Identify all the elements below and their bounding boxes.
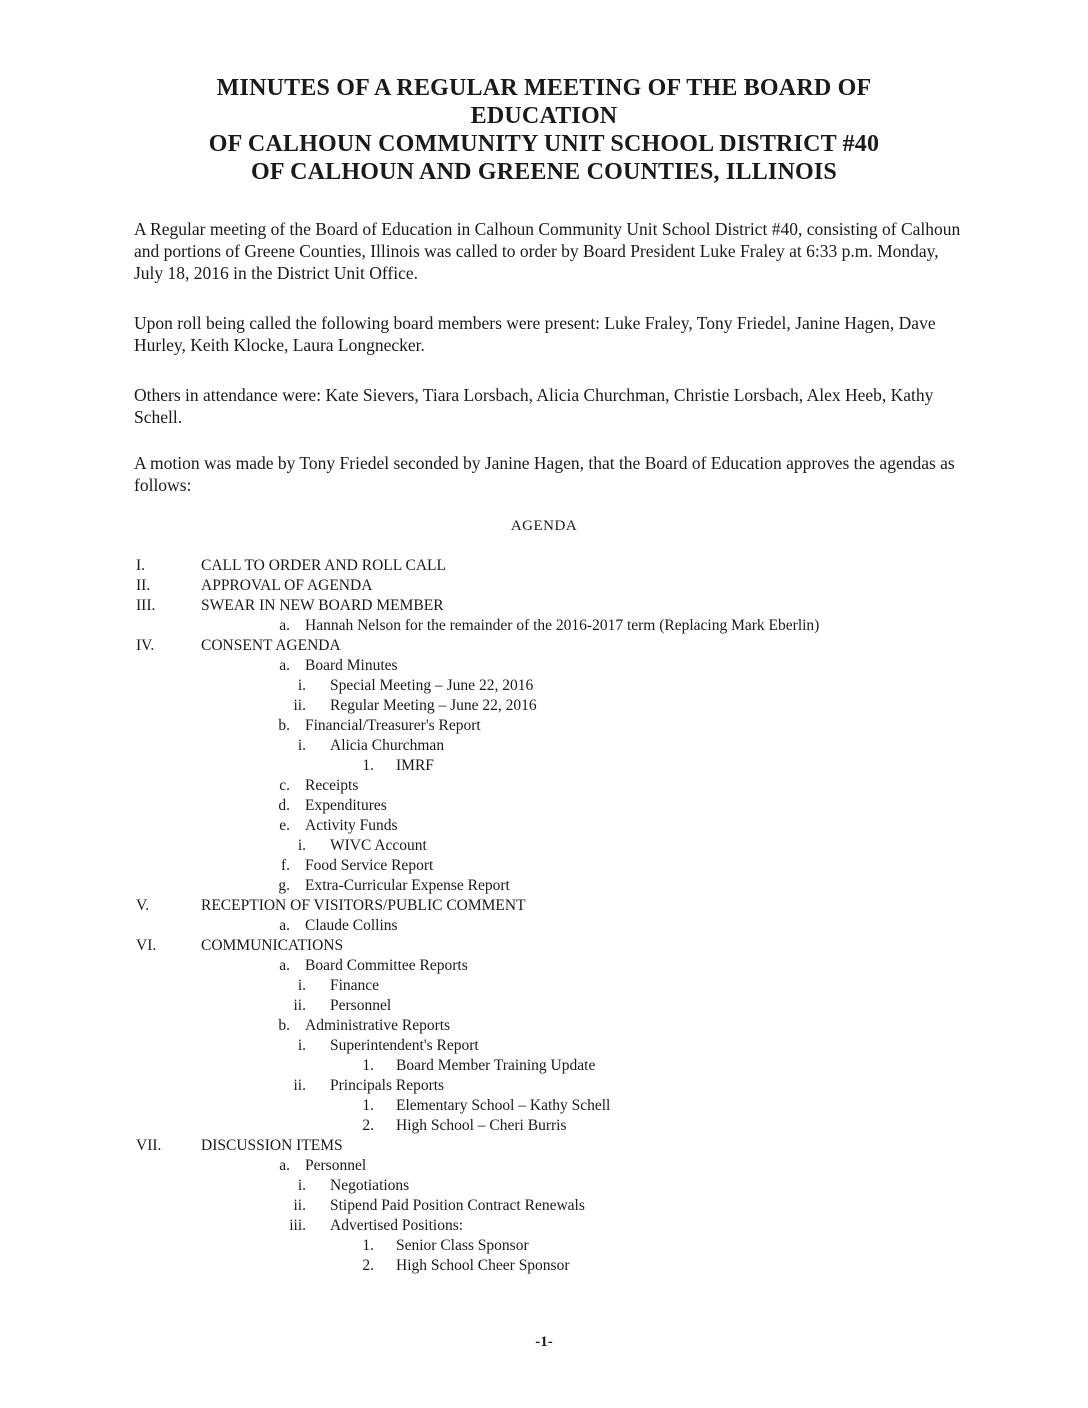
agenda-item <box>0 756 1088 776</box>
agenda-item-text: RECEPTION OF VISITORS/PUBLIC COMMENT <box>201 897 526 914</box>
agenda-item-text: Extra-Curricular Expense Report <box>305 877 510 894</box>
agenda-item-number: VII. <box>136 1137 162 1154</box>
title-line-1: MINUTES OF A REGULAR MEETING OF THE BOARD OF <box>216 75 872 101</box>
call-to-order-paragraph: A Regular meeting of the Board of Education in Calhoun Community Unit School District #40, consisting of Calhoun and portions of Greene Counties, Illinois was called to order by Board President Luke Fraley at 6:33 p.m. Monday, July 18, 2016 in the District Unit Office. <box>134 219 961 283</box>
agenda-item-text: Board Committee Reports <box>305 957 468 974</box>
document-title <box>120 74 968 186</box>
agenda-item-text: Claude Collins <box>305 917 398 934</box>
agenda-item <box>0 736 1088 756</box>
agenda-item-number: 1. <box>362 1097 374 1114</box>
agenda-item <box>0 1096 1088 1116</box>
agenda-item-text: Special Meeting – June 22, 2016 <box>330 677 534 694</box>
agenda-item-text: Finance <box>330 977 380 994</box>
agenda-item <box>0 616 1088 636</box>
agenda-item-number: IV. <box>136 637 155 654</box>
agenda-item <box>0 836 1088 856</box>
agenda-item-text: IMRF <box>396 757 434 774</box>
agenda-item <box>0 896 1088 916</box>
agenda-item-number: c. <box>279 777 290 794</box>
title-line-3: OF CALHOUN COMMUNITY UNIT SCHOOL DISTRICT #40 <box>208 131 880 157</box>
agenda-item <box>0 936 1088 956</box>
agenda-item-number: a. <box>279 617 290 634</box>
agenda-item-number: V. <box>136 897 150 914</box>
agenda-item-text: Receipts <box>305 777 359 794</box>
agenda-item-number: b. <box>278 1017 290 1034</box>
agenda-item-number: f. <box>280 857 290 874</box>
agenda-item <box>0 1056 1088 1076</box>
agenda-item-number: i. <box>297 677 306 694</box>
agenda-item-number: i. <box>297 737 306 754</box>
agenda-item-text: APPROVAL OF AGENDA <box>201 577 373 594</box>
agenda-item <box>0 976 1088 996</box>
agenda-item-number: i. <box>297 1037 306 1054</box>
agenda-item-number: i. <box>297 837 306 854</box>
agenda-item-text: Board Minutes <box>305 657 398 674</box>
agenda-item <box>0 696 1088 716</box>
agenda-item-text: Regular Meeting – June 22, 2016 <box>330 697 537 714</box>
agenda-item <box>0 1236 1088 1256</box>
agenda-item-text: Board Member Training Update <box>396 1057 596 1074</box>
agenda-item-number: II. <box>136 577 151 594</box>
agenda-item-text: Hannah Nelson for the remainder of the 2016-2017 term (Replacing Mark Eberlin) <box>305 617 820 634</box>
agenda-item <box>0 656 1088 676</box>
agenda-item-number: a. <box>279 657 290 674</box>
agenda-item-text: DISCUSSION ITEMS <box>201 1137 343 1154</box>
agenda-item-number: a. <box>279 917 290 934</box>
attendance-paragraph: Others in attendance were: Kate Sievers, Tiara Lorsbach, Alicia Churchman, Christie Lorsbach, Alex Heeb, Kathy Schell. <box>134 385 934 427</box>
agenda-item-text: Administrative Reports <box>305 1017 451 1034</box>
agenda-item-number: ii. <box>293 1197 306 1214</box>
agenda-item-text: COMMUNICATIONS <box>201 937 344 954</box>
agenda-item-number: i. <box>297 1177 306 1194</box>
agenda-item-text: WIVC Account <box>330 837 427 854</box>
agenda-item <box>0 856 1088 876</box>
agenda-item <box>0 916 1088 936</box>
agenda-item-number: ii. <box>293 1077 306 1094</box>
agenda-item-text: Food Service Report <box>305 857 434 874</box>
agenda-item <box>0 996 1088 1016</box>
agenda-item-number: a. <box>279 1157 290 1174</box>
agenda-item <box>0 1116 1088 1136</box>
agenda-item-number: I. <box>136 557 146 574</box>
agenda-item-text: High School – Cheri Burris <box>396 1117 567 1134</box>
agenda-item-number: III. <box>136 597 156 614</box>
agenda-item-number: a. <box>279 957 290 974</box>
agenda-item-number: i. <box>297 977 306 994</box>
agenda-item <box>0 636 1088 656</box>
agenda-item <box>0 1036 1088 1056</box>
agenda-item-text: CONSENT AGENDA <box>201 637 341 654</box>
motion-paragraph: A motion was made by Tony Friedel seconded by Janine Hagen, that the Board of Education approves the agendas as follows: <box>134 453 955 495</box>
title-line-4: OF CALHOUN AND GREENE COUNTIES, ILLINOIS <box>251 159 837 185</box>
agenda-item <box>0 596 1088 616</box>
agenda-item <box>0 1256 1088 1276</box>
agenda-item <box>0 556 1088 576</box>
agenda-item-number: b. <box>278 717 290 734</box>
title-line-2: EDUCATION <box>470 103 618 129</box>
agenda-item <box>0 796 1088 816</box>
agenda-item-number: d. <box>278 797 290 814</box>
agenda-item <box>0 1156 1088 1176</box>
agenda-item-text: Activity Funds <box>305 817 398 834</box>
agenda-item-text: Negotiations <box>330 1177 410 1194</box>
agenda-item-text: Principals Reports <box>330 1077 445 1094</box>
page-number: -1- <box>535 1334 553 1350</box>
agenda-item-text: Stipend Paid Position Contract Renewals <box>330 1197 585 1214</box>
agenda-item-text: Superintendent's Report <box>330 1037 479 1054</box>
agenda-item-text: Alicia Churchman <box>330 737 445 754</box>
agenda-item-number: 1. <box>362 1057 374 1074</box>
agenda-item-number: ii. <box>293 697 306 714</box>
agenda-item-text: Senior Class Sponsor <box>396 1237 529 1254</box>
agenda-item-text: Personnel <box>305 1157 367 1174</box>
agenda-item-text: Expenditures <box>305 797 387 814</box>
agenda-item-number: g. <box>278 877 290 894</box>
agenda-item <box>0 716 1088 736</box>
agenda-item <box>0 1016 1088 1036</box>
agenda-item-number: e. <box>279 817 290 834</box>
agenda-item <box>0 1136 1088 1156</box>
agenda-item-text: Advertised Positions: <box>330 1217 464 1234</box>
agenda-item-number: 1. <box>362 757 374 774</box>
agenda-item-text: Personnel <box>330 997 392 1014</box>
agenda-item <box>0 776 1088 796</box>
agenda-item <box>0 816 1088 836</box>
agenda-heading: AGENDA <box>510 518 578 534</box>
roll-call-paragraph: Upon roll being called the following board members were present: Luke Fraley, Tony Friedel, Janine Hagen, Dave Hurley, Keith Klocke, Laura Longnecker. <box>134 313 936 355</box>
agenda-item <box>0 1216 1088 1236</box>
agenda-item-number: ii. <box>293 997 306 1014</box>
agenda-item-number: VI. <box>136 937 157 954</box>
agenda-item <box>0 676 1088 696</box>
agenda-item-text: CALL TO ORDER AND ROLL CALL <box>201 557 446 574</box>
agenda-item <box>0 1076 1088 1096</box>
agenda-item-number: iii. <box>289 1217 306 1234</box>
agenda-item <box>0 876 1088 896</box>
agenda-item-number: 2. <box>362 1117 374 1134</box>
agenda-item-text: Elementary School – Kathy Schell <box>396 1097 611 1114</box>
agenda-item <box>0 956 1088 976</box>
agenda-item <box>0 1176 1088 1196</box>
agenda-item <box>0 1196 1088 1216</box>
agenda-item-text: Financial/Treasurer's Report <box>305 717 481 734</box>
agenda-item-text: SWEAR IN NEW BOARD MEMBER <box>201 597 444 614</box>
agenda-item-number: 1. <box>362 1237 374 1254</box>
agenda-item <box>0 576 1088 596</box>
agenda-item-number: 2. <box>362 1257 374 1274</box>
agenda-item-text: High School Cheer Sponsor <box>396 1257 570 1274</box>
